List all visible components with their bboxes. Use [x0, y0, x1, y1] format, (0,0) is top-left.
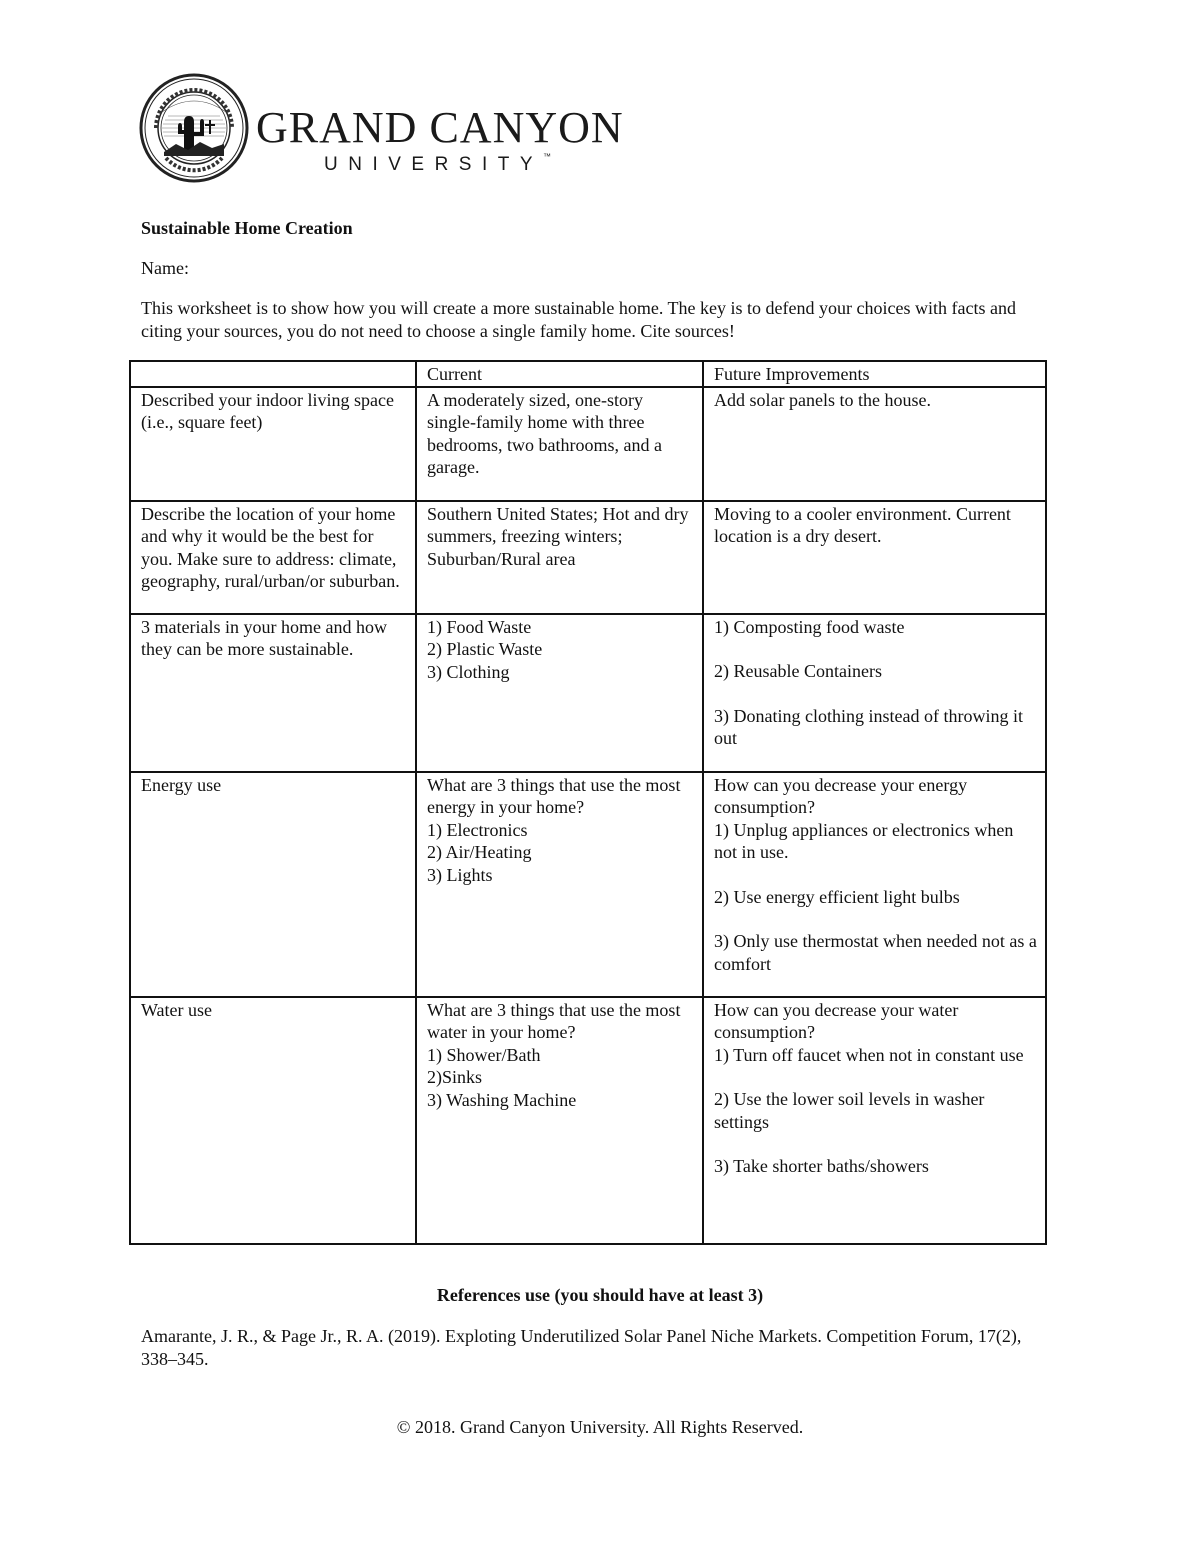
topic-text: Described your indoor living space (i.e., square feet): [141, 389, 394, 432]
topic-cell: [130, 997, 416, 1244]
cell-line: How can you decrease your energy consumption?: [714, 774, 968, 817]
table-row: [130, 997, 1046, 1244]
cell-line: 1) Electronics: [427, 819, 528, 840]
table-row: [130, 387, 1046, 501]
cell-line: 1) Food Waste: [427, 616, 532, 637]
table-row: [130, 772, 1046, 997]
cell-line: 1) Composting food waste: [714, 616, 905, 637]
topic-cell: [130, 501, 416, 614]
cell-line: 3) Donating clothing instead of throwing it out: [714, 705, 1023, 748]
future-cell: [703, 772, 1046, 997]
table-header-row: [130, 361, 1046, 387]
intro-paragraph: This worksheet is to show how you will create a more sustainable home. The key is to defend your choices with facts and citing your sources, you do not need to choose a single family home. Cite sources!: [141, 298, 1016, 341]
university-seal-icon: [138, 72, 250, 184]
future-cell: [703, 614, 1046, 772]
cell-line: 3) Take shorter baths/showers: [714, 1156, 929, 1176]
topic-cell: [130, 614, 416, 772]
cell-line: Add solar panels to the house.: [714, 389, 931, 410]
topic-cell: [130, 772, 416, 997]
topic-text: Water use: [141, 999, 213, 1020]
cell-line: 2) Plastic Waste: [427, 639, 543, 659]
header-cell-topic: [130, 361, 416, 387]
document-title: Sustainable Home Creation: [141, 218, 353, 238]
copyright-footer: © 2018. Grand Canyon University. All Rights Reserved.: [396, 1417, 804, 1437]
cell-line: 2) Use energy efficient light bulbs: [714, 886, 960, 907]
current-cell: [416, 501, 703, 614]
cell-line: 3) Clothing: [427, 661, 510, 682]
cell-line: 1) Unplug appliances or electronics when not in use.: [714, 819, 1014, 862]
cell-line: 2) Use the lower soil levels in washer settings: [714, 1089, 985, 1132]
future-cell: [703, 997, 1046, 1244]
future-cell: [703, 501, 1046, 614]
references-heading: References use (you should have at least 3): [436, 1285, 764, 1305]
header-cell-current: Current: [416, 361, 703, 387]
cell-line: How can you decrease your water consumption?: [714, 999, 959, 1042]
cell-line: 1) Turn off faucet when not in constant use: [714, 1044, 1024, 1065]
cell-line: What are 3 things that use the most water in your home?: [427, 999, 681, 1042]
topic-text: Describe the location of your home and why it would be the best for you. Make sure to address: climate, geography, rural/urban/or suburban.: [141, 503, 400, 591]
cell-line: 3) Only use thermostat when needed not as a comfort: [714, 931, 1037, 974]
future-cell: [703, 387, 1046, 501]
current-cell: [416, 997, 703, 1244]
cell-line: 2) Air/Heating: [427, 842, 532, 862]
cell-line: What are 3 things that use the most energy in your home?: [427, 774, 681, 817]
worksheet-table: [129, 360, 1047, 1245]
logo-line2-text: UNIVERSITY: [324, 154, 544, 175]
cell-line: A moderately sized, one-story single-family home with three bedrooms, two bathrooms, and a garage.: [427, 389, 662, 477]
university-logo: [138, 72, 624, 184]
name-label: Name:: [141, 258, 189, 278]
cell-line: 2) Reusable Containers: [714, 661, 882, 681]
logo-line1: GRAND CANYON: [256, 103, 624, 152]
cell-line: Moving to a cooler environment. Current location is a dry desert.: [714, 503, 1011, 546]
cell-line: 1) Shower/Bath: [427, 1044, 541, 1065]
topic-text: 3 materials in your home and how they can be more sustainable.: [141, 616, 387, 659]
trademark-mark: ™: [543, 152, 552, 161]
reference-item: Amarante, J. R., & Page Jr., R. A. (2019). Exploting Underutilized Solar Panel Niche Markets. Competition Forum, 17(2), 338–345.: [141, 1326, 1022, 1369]
cell-line: 3) Lights: [427, 864, 493, 885]
current-cell: [416, 772, 703, 997]
table-row: [130, 501, 1046, 614]
cell-line: Southern United States; Hot and dry summers, freezing winters; Suburban/Rural area: [427, 503, 689, 569]
logo-line2: [256, 154, 624, 176]
header-cell-future: Future Improvements: [703, 361, 1046, 387]
current-cell: [416, 614, 703, 772]
cell-line: 3) Washing Machine: [427, 1089, 577, 1110]
cell-line: 2)Sinks: [427, 1067, 483, 1087]
logo-wordmark: [256, 103, 624, 176]
table-row: [130, 614, 1046, 772]
current-cell: [416, 387, 703, 501]
topic-text: Energy use: [141, 774, 222, 795]
topic-cell: [130, 387, 416, 501]
